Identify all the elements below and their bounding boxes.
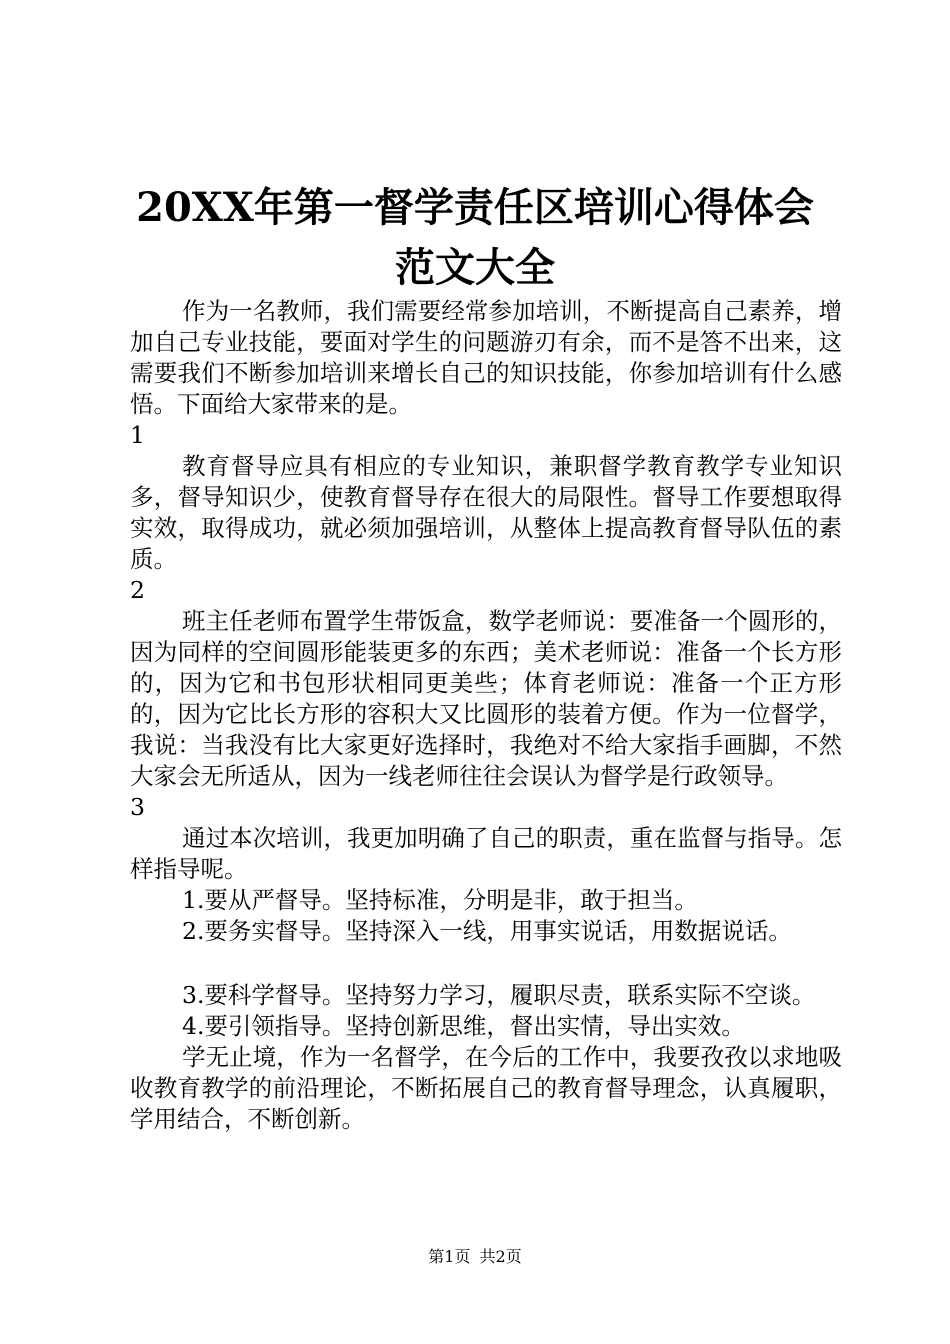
closing-paragraph: 学无止境，作为一名督学，在今后的工作中，我要孜孜以求地吸收教育教学的前沿理论，不断拓展自己的教育督导理念，认真履职，学用结合，不断创新。	[130, 1043, 842, 1133]
section-number: 3	[130, 793, 145, 821]
list-item: 2.要务实督导。坚持深入一线，用事实说话，用数据说话。	[182, 917, 792, 945]
list-item: 4.要引领指导。坚持创新思维，督出实情，导出实效。	[182, 1012, 745, 1040]
body-paragraph: 教育督导应具有相应的专业知识，兼职督学教育教学专业知识多，督导知识少，使教育督导存在很大的局限性。督导工作要想取得实效，取得成功，就必须加强培训，从整体上提高教育督导队伍的素质。	[130, 452, 842, 573]
intro-paragraph: 作为一名教师，我们需要经常参加培训，不断提高自己素养，增加自己专业技能，要面对学生的问题游刃有余，而不是答不出来，这需要我们不断参加培训来增长自己的知识技能，你参加培训有什么感悟。下面给大家带来的是。	[130, 297, 842, 418]
body-paragraph: 通过本次培训，我更加明确了自己的职责，重在监督与指导。怎样指导呢。	[130, 824, 842, 883]
section-number: 1	[130, 421, 145, 449]
body-paragraph: 班主任老师布置学生带饭盒，数学老师说：要准备一个圆形的，因为同样的空间圆形能装更多的东西；美术老师说：准备一个长方形的，因为它和书包形状相同更美些；体育老师说：准备一个正方形的，因为它比长方形的容积大又比圆形的装着方便。作为一位督学，我说：当我没有比大家更好选择时，我绝对不给大家指手画脚，不然大家会无所适从，因为一线老师往往会误认为督学是行政领导。	[130, 607, 842, 790]
page-number: 第1页	[428, 1247, 471, 1266]
document-title: 20XX年第一督学责任区培训心得体会范文大全	[136, 184, 814, 291]
section-number: 2	[130, 576, 145, 604]
page-total: 共2页	[479, 1247, 522, 1266]
paragraph-spacer	[130, 947, 842, 980]
page-footer	[0, 1244, 950, 1267]
list-item: 1.要从严督导。坚持标准，分明是非，敢于担当。	[182, 886, 698, 914]
list-item: 3.要科学督导。坚持努力学习，履职尽责，联系实际不空谈。	[182, 981, 816, 1009]
document-body	[130, 296, 842, 1135]
